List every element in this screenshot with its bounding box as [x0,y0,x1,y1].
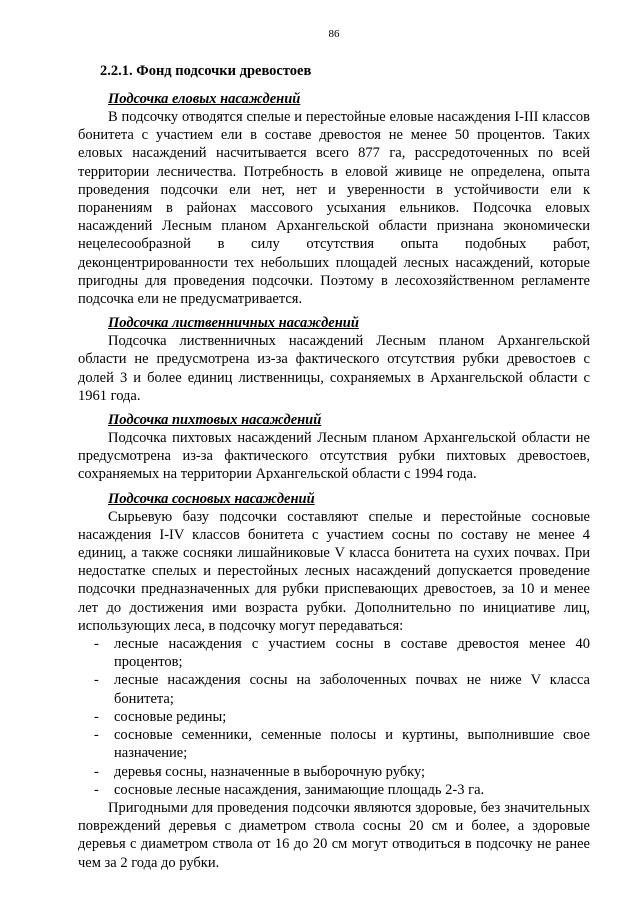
section-title: 2.2.1. Фонд подсочки древостоев [100,63,312,79]
subsection-spruce [78,90,590,308]
subsection-title: Подсочка лиственничных насаждений [108,315,359,332]
subsection-pine [78,490,590,872]
list-marker: - [94,781,99,798]
list-item [94,781,590,799]
subsection-title: Подсочка сосновых насаждений [108,490,315,507]
list-item-text: лесные насаждения с участием сосны в составе древостоя менее 40 процентов; [114,636,590,671]
paragraph: Подсочка лиственничных насаждений Лесным планом Архангельской области не предусмотрена из-за фактического отсутствия рубки древостоев с долей 3 и более единиц лиственницы, сохраняемых в Архангельской области с 1961 года. [78,333,590,404]
subsection-title: Подсочка еловых насаждений [108,91,301,107]
list-item-text: деревья сосны, назначенные в выборочную рубку; [114,763,426,780]
list-item-text: сосновые семенники, семенные полосы и куртины, выполнившие свое назначение; [114,727,590,762]
list-item [94,726,590,762]
paragraph: В подсочку отводятся спелые и перестойные еловые насаждения I-III классов бонитета с участием ели в составе древостоя не менее 50 процентов. Таких еловых насаждений насчитывается всего 877 га, рассредоточенных по всей территории лесничества. Потребность в еловой живице не определена, опыта проведения подсочки ели нет, нет и уверенности в устойчивости ели к поранениям в районах массового усыхания ельников. Подсочка еловых насаждений Лесным планом Архангельской области признана экономически нецелесообразной в силу отсутствия опыта подобных работ, деконцентрированности тех небольших площадей лесных насаждений, которые пригодны для проведения подсочки. Поэтому в лесохозяйственном регламенте подсочка ели не предусматривается. [78,109,590,308]
list-marker: - [94,672,99,689]
list-item [94,763,590,781]
subsection-fir [78,411,590,484]
subsection-larch [78,314,590,405]
list-item-text: сосновые редины; [114,708,227,725]
page-number: 86 [328,28,340,40]
list-marker: - [94,708,99,725]
list-marker: - [94,763,99,780]
list-item-text: лесные насаждения сосны на заболоченных почвах не ниже V класса бонитета; [114,672,590,707]
closing-paragraph: Пригодными для проведения подсочки являются здоровые, без значительных повреждений деревья с диаметром ствола сосны 20 см и более, а здоровые деревья с диаметром ствола от 16 до 20 см могут отводиться в подсочку не ранее чем за 2 года до рубки. [78,799,590,871]
paragraph: Подсочка пихтовых насаждений Лесным планом Архангельской области не предусмотрена из-за фактического отсутствия рубки пихтовых древостоев, сохраняемых на территории Архангельской области с 1994 года. [78,430,590,483]
list-item [94,635,590,671]
list-item-text: сосновые лесные насаждения, занимающие площадь 2-3 га. [114,781,485,798]
eligible-stands-list [78,635,590,799]
list-item [94,671,590,707]
subsection-title: Подсочка пихтовых насаждений [108,412,322,429]
list-marker: - [94,636,99,653]
paragraph: Сырьевую базу подсочки составляют спелые и перестойные сосновые насаждения I-IV классов бонитета с участием сосны по составу не менее 4 единиц, а также сосняки лишайниковые V класса бонитета на сухих почвах. При недостатке спелых и перестойных лесных насаждений допускается проведение подсочки предназначенных для рубки приспевающих древостоев, за 10 и менее лет до достижения ими возраста рубки. Дополнительно по инициативе лиц, использующих леса, в подсочку могут передаваться: [78,508,590,634]
list-marker: - [94,727,99,744]
list-item [94,708,590,726]
